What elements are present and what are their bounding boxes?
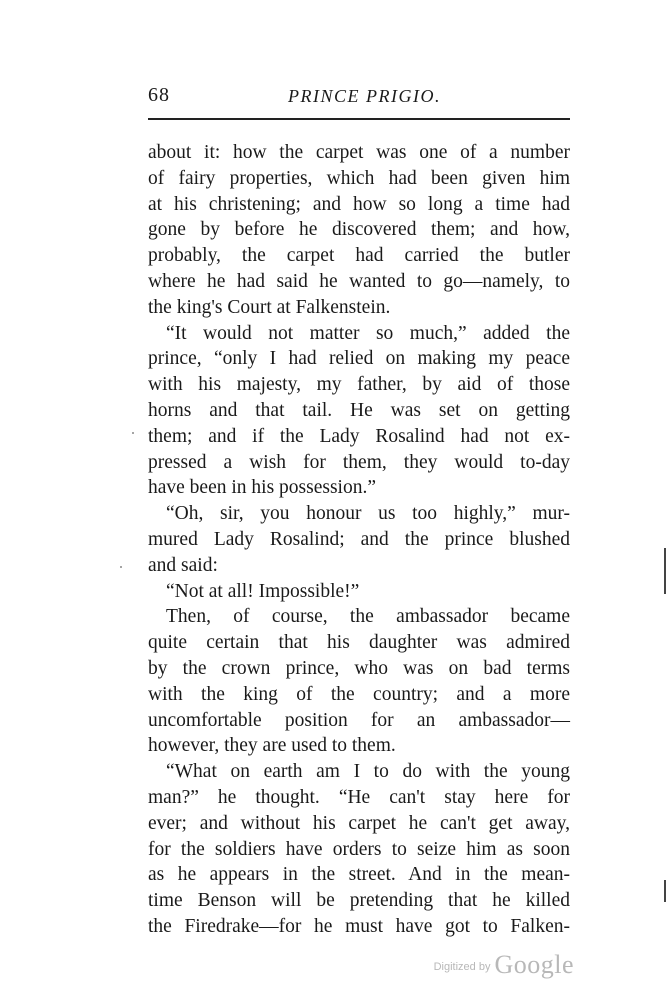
page-edge-mark [664, 880, 666, 902]
text-line: probably, the carpet had carried the butler [148, 245, 570, 267]
text-line: have been in his possession.” [148, 477, 377, 499]
text-line: ever; and without his carpet he can't get away, [148, 812, 570, 834]
header-rule [148, 118, 570, 120]
book-title: PRINCE PRIGIO. [288, 86, 441, 106]
body-text [148, 140, 570, 940]
text-line: for the soldiers have orders to seize him as soon [148, 838, 570, 860]
text-line: horns and that tail. He was set on getting [148, 399, 570, 421]
text-line: however, they are used to them. [148, 735, 396, 757]
text-line: with his majesty, my father, by aid of those [148, 374, 570, 396]
text-line: prince, “only I had relied on making my peace [148, 348, 570, 370]
google-logo: Google [494, 950, 574, 979]
text-line: of fairy properties, which had been given him [148, 167, 570, 189]
text-line: Then, of course, the ambassador became [166, 606, 570, 628]
text-line: and said: [148, 554, 218, 576]
text-line: where he had said he wanted to go—namely, to [148, 270, 570, 292]
text-line: “What on earth am I to do with the young [166, 761, 570, 783]
text-line: “Oh, sir, you honour us too highly,” mur- [166, 503, 570, 525]
scan-speck [132, 432, 134, 434]
running-head [148, 84, 570, 116]
text-line: time Benson will be pretending that he killed [148, 890, 570, 912]
text-line: mured Lady Rosalind; and the prince blushed [148, 528, 570, 550]
digitized-by-google-watermark [434, 950, 574, 980]
text-line: uncomfortable position for an ambassador— [148, 709, 570, 731]
page-edge-mark [664, 548, 666, 594]
text-line: the Firedrake—for he must have got to Falken- [148, 915, 570, 937]
text-line: at his christening; and how so long a time had [148, 193, 570, 215]
watermark-prefix: Digitized by [433, 961, 491, 973]
page-number: 68 [148, 84, 170, 106]
text-line: pressed a wish for them, they would to-day [148, 451, 570, 473]
text-line: about it: how the carpet was one of a number [148, 142, 570, 163]
text-line: quite certain that his daughter was admired [148, 632, 570, 654]
text-line: them; and if the Lady Rosalind had not ex- [148, 425, 570, 447]
scan-speck [120, 566, 122, 568]
text-line: man?” he thought. “He can't stay here for [148, 786, 570, 808]
text-line: as he appears in the street. And in the mean- [148, 864, 570, 886]
text-line: by the crown prince, who was on bad terms [148, 657, 570, 679]
text-line: with the king of the country; and a more [148, 683, 570, 705]
text-line: gone by before he discovered them; and how, [148, 219, 570, 241]
text-line: “It would not matter so much,” added the [166, 322, 570, 344]
text-line: “Not at all! Impossible!” [166, 580, 360, 602]
text-line: the king's Court at Falkenstein. [148, 296, 391, 318]
